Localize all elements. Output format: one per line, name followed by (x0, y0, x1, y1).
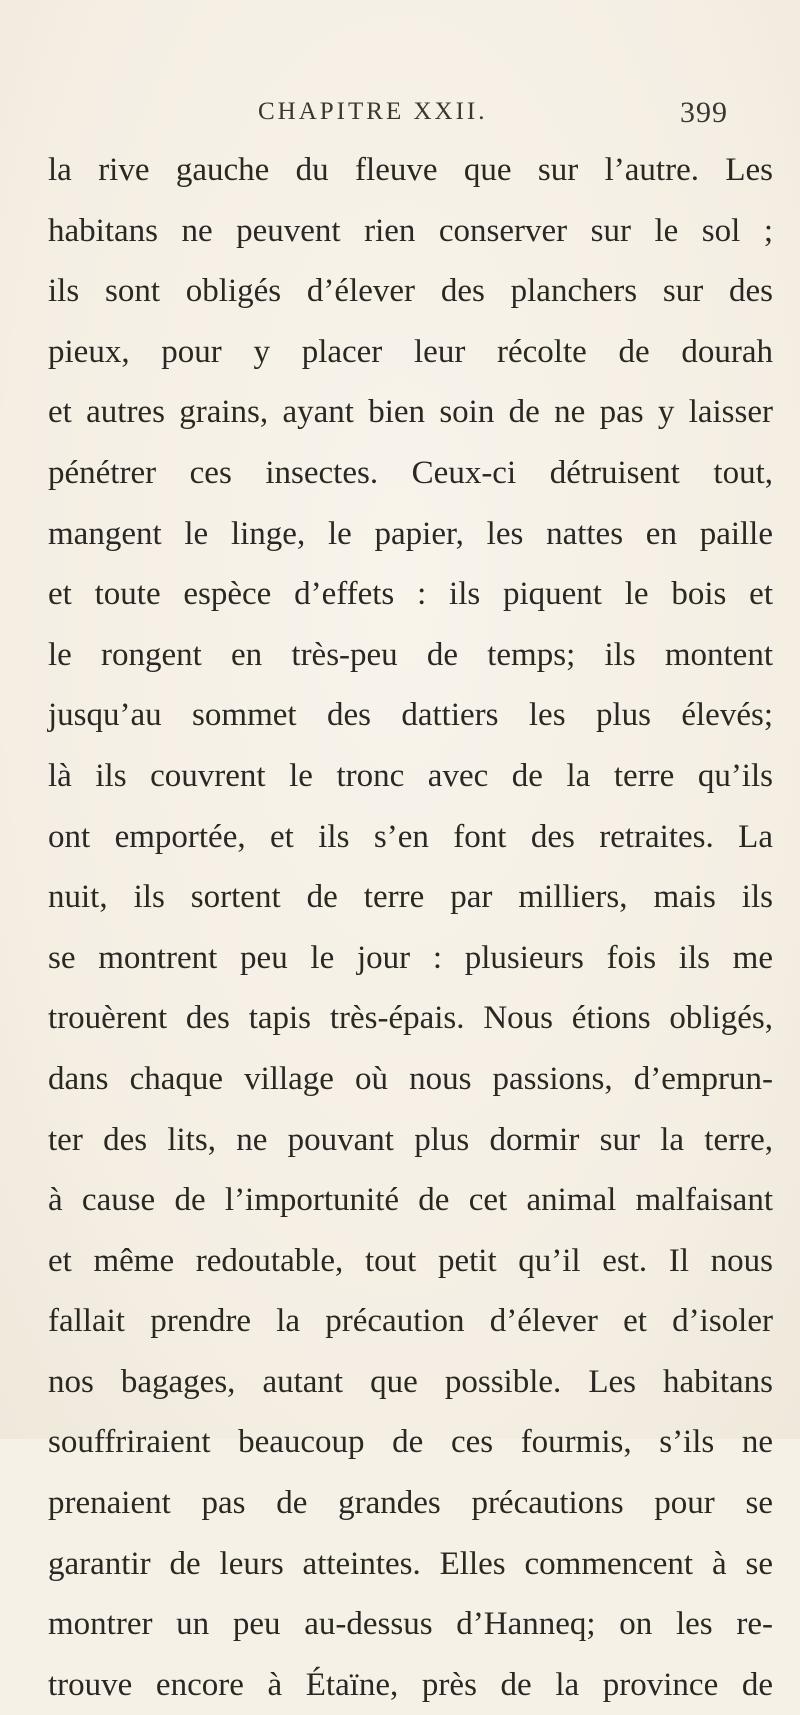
text-line: à cause de l’importunité de cet animal malfaisant (48, 1182, 773, 1219)
text-line: et toute espèce d’effets : ils piquent le bois et (48, 576, 773, 613)
body-text (48, 140, 773, 1715)
text-line: le rongent en très-peu de temps; ils montent (48, 636, 773, 673)
text-line: pénétrer ces insectes. Ceux-ci détruisent tout, (48, 454, 773, 491)
text-line: montrer un peu au-dessus d’Hanneq; on les re- (48, 1606, 773, 1643)
text-line: ils sont obligés d’élever des planchers sur des (48, 273, 773, 310)
text-line: mangent le linge, le papier, les nattes en paille (48, 515, 773, 552)
text-line: fallait prendre la précaution d’élever et d’isoler (48, 1303, 773, 1340)
text-line: ont emportée, et ils s’en font des retraites. La (48, 818, 773, 855)
text-line: et autres grains, ayant bien soin de ne pas y laisser (48, 394, 773, 431)
text-line: jusqu’au sommet des dattiers les plus élevés; (48, 697, 773, 734)
chapter-heading: CHAPITRE XXII. (258, 98, 488, 125)
text-line: et même redoutable, tout petit qu’il est. Il nous (48, 1242, 773, 1279)
text-line: la rive gauche du fleuve que sur l’autre. Les (48, 152, 773, 188)
running-head (0, 98, 800, 138)
text-line: trouèrent des tapis très-épais. Nous étions obligés, (48, 1000, 773, 1037)
text-line: se montrent peu le jour : plusieurs fois ils me (48, 939, 773, 976)
text-line: habitans ne peuvent rien conserver sur le sol ; (48, 212, 773, 249)
text-line: souffriraient beaucoup de ces fourmis, s’ils ne (48, 1424, 773, 1461)
text-line: trouve encore à Étaïne, près de la province de (48, 1666, 773, 1703)
text-line: dans chaque village où nous passions, d’emprun- (48, 1060, 773, 1097)
text-line: pieux, pour y placer leur récolte de dourah (48, 333, 773, 370)
text-line: garantir de leurs atteintes. Elles commencent à se (48, 1545, 773, 1582)
text-line: ter des lits, ne pouvant plus dormir sur la terre, (48, 1121, 773, 1158)
text-line: nos bagages, autant que possible. Les habitans (48, 1363, 773, 1400)
text-line: là ils couvrent le tronc avec de la terre qu’ils (48, 757, 773, 794)
text-line: nuit, ils sortent de terre par milliers, mais ils (48, 879, 773, 916)
page-number: 399 (680, 96, 728, 129)
text-line: prenaient pas de grandes précautions pour se (48, 1485, 773, 1522)
